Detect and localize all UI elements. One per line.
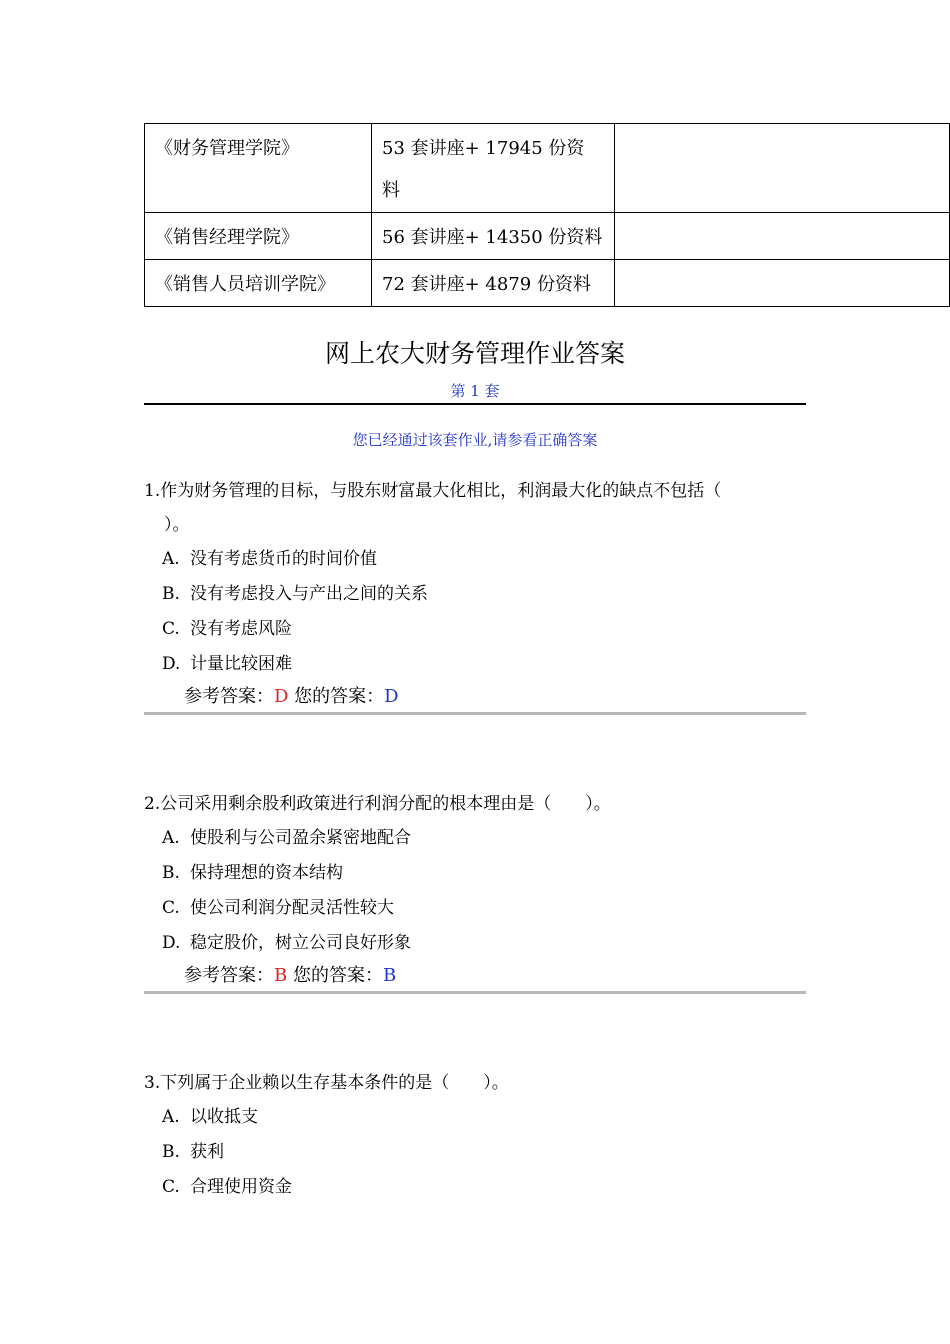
option-text: 使公司利润分配灵活性较大 xyxy=(190,898,394,918)
question-3 xyxy=(144,1066,806,1205)
option-b xyxy=(144,577,806,612)
option-letter: C. xyxy=(162,1177,180,1197)
header-divider xyxy=(144,403,806,405)
option-b xyxy=(144,1135,806,1170)
option-c xyxy=(144,1170,806,1205)
option-letter: D. xyxy=(162,654,181,674)
option-text: 没有考虑投入与产出之间的关系 xyxy=(190,584,428,604)
option-c xyxy=(144,612,806,647)
option-letter: B. xyxy=(162,863,180,883)
question-text-line: 1.作为财务管理的目标，与股东财富最大化相比，利润最大化的缺点不包括（ xyxy=(144,481,722,501)
option-text: 获利 xyxy=(190,1142,224,1162)
resource-name: 《销售人员培训学院》 xyxy=(145,260,372,307)
reference-answer-label: 参考答案： xyxy=(184,686,274,707)
option-text: 合理使用资金 xyxy=(190,1177,292,1197)
resource-name: 《销售经理学院》 xyxy=(145,213,372,260)
reference-answer: B xyxy=(274,965,288,986)
option-text: 没有考虑货币的时间价值 xyxy=(190,549,377,569)
passed-message: 您已经通过该套作业,请参看正确答案 xyxy=(352,431,598,449)
option-text: 稳定股价，树立公司良好形象 xyxy=(190,933,411,953)
set-label: 第 1 套 xyxy=(450,382,500,400)
answer-line xyxy=(144,682,806,715)
option-d xyxy=(144,647,806,682)
reference-answer: D xyxy=(274,686,289,707)
option-letter: A. xyxy=(162,828,180,848)
option-letter: A. xyxy=(162,549,180,569)
your-answer: D xyxy=(384,686,399,707)
resource-empty-cell xyxy=(615,260,950,307)
resource-detail: 72 套讲座+ 4879 份资料 xyxy=(372,260,615,307)
resource-detail xyxy=(372,124,615,213)
resource-detail-line: 53 套讲座+ 17945 份资 xyxy=(382,138,585,159)
option-text: 没有考虑风险 xyxy=(190,619,292,639)
option-text: 保持理想的资本结构 xyxy=(190,863,343,883)
question-2 xyxy=(144,787,806,994)
your-answer: B xyxy=(382,965,397,986)
option-c xyxy=(144,891,806,926)
resource-detail-line: 料 xyxy=(382,180,400,201)
option-letter: A. xyxy=(162,1107,180,1127)
option-letter: C. xyxy=(162,898,180,918)
option-text: 计量比较困难 xyxy=(190,654,292,674)
option-d xyxy=(144,926,806,961)
table-row xyxy=(145,213,950,260)
option-a xyxy=(144,1100,806,1135)
page-title: 网上农大财务管理作业答案 xyxy=(324,339,625,368)
resources-table xyxy=(144,123,950,307)
question-text-line: ）。 xyxy=(164,515,190,535)
option-letter: C. xyxy=(162,619,180,639)
option-text: 使股利与公司盈余紧密地配合 xyxy=(190,828,411,848)
question-text xyxy=(144,787,806,821)
option-letter: B. xyxy=(162,584,180,604)
question-text-line: 2.公司采用剩余股利政策进行利润分配的根本理由是（ ）。 xyxy=(144,794,611,814)
option-b xyxy=(144,856,806,891)
your-answer-label: 您的答案： xyxy=(292,965,383,986)
resource-empty-cell xyxy=(615,213,950,260)
option-letter: D. xyxy=(162,933,181,953)
option-letter: B. xyxy=(162,1142,180,1162)
resource-detail: 56 套讲座+ 14350 份资料 xyxy=(372,213,615,260)
resource-name: 《财务管理学院》 xyxy=(145,124,372,213)
question-1 xyxy=(144,474,806,715)
reference-answer-label: 参考答案： xyxy=(184,965,274,986)
your-answer-label: 您的答案： xyxy=(294,686,385,707)
resource-empty-cell xyxy=(615,124,950,213)
question-text xyxy=(144,474,806,542)
table-row xyxy=(145,260,950,307)
question-text xyxy=(144,1066,806,1100)
option-text: 以收抵支 xyxy=(190,1107,258,1127)
table-row xyxy=(145,124,950,213)
option-a xyxy=(144,542,806,577)
option-a xyxy=(144,821,806,856)
answer-line xyxy=(144,961,806,994)
question-text-line: 3.下列属于企业赖以生存基本条件的是（ ）。 xyxy=(144,1073,509,1093)
